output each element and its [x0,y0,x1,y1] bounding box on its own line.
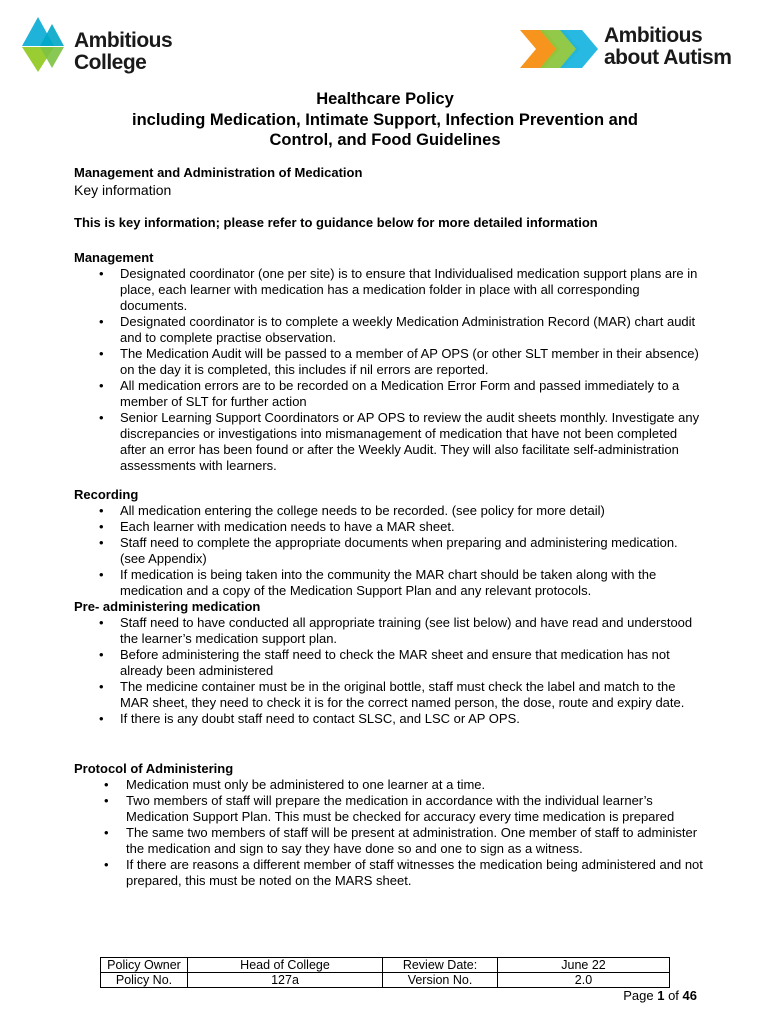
list-item: • Medication must only be administered to one learner at a time. [74,777,704,793]
list-item: • All medication entering the college needs to be recorded. (see policy for more detail) [74,503,704,519]
review-date-value: June 22 [498,958,670,973]
recording-list [74,503,704,599]
page-total: 46 [682,988,697,1003]
key-information-label: Key information [74,182,172,198]
policy-info-table [100,957,670,988]
list-item: • If there are reasons a different member of staff witnesses the medication being administered and not prepared, this must be noted on the MARS sheet. [74,857,704,889]
list-item: • Senior Learning Support Coordinators or AP OPS to review the audit sheets monthly. Investigate any discrepancies or investigations into mismanagement of medication that have not been completed after an error has been found or after the Weekly Audit. They will also facilitate self-administration assessments with learners. [74,410,704,474]
logo-right-line2: about Autism [604,46,732,69]
version-value: 2.0 [498,973,670,988]
policy-no-label: Policy No. [101,973,188,988]
logo-left-line1: Ambitious [74,29,173,52]
list-item: • The same two members of staff will be present at administration. One member of staff to administer the medication and sign to say they have done so and one to sign as a witness. [74,825,704,857]
ambitious-about-autism-logo [520,26,760,76]
protocol-section [74,761,704,889]
logo-left-line2: College [74,51,147,74]
pre-administering-heading: Pre- administering medication [74,599,261,614]
management-heading: Management [74,250,154,265]
college-logo-mark [22,16,74,74]
page-of: of [668,988,679,1003]
ambitious-college-logo [22,16,192,76]
list-item: • Staff need to complete the appropriate documents when preparing and administering medication. (see Appendix) [74,535,704,567]
key-info-note: This is key information; please refer to guidance below for more detailed information [74,215,598,230]
title-line-2: including Medication, Intimate Support, Infection Prevention and [131,110,639,129]
recording-heading: Recording [74,487,139,502]
list-item: • Before administering the staff need to check the MAR sheet and ensure that medication has not already been administered [74,647,704,679]
protocol-heading: Protocol of Administering [74,761,234,776]
protocol-list [74,777,704,889]
key-info-note-block [74,215,704,231]
list-item: • If medication is being taken into the community the MAR chart should be taken along with the medication and a copy of the Medication Support Plan and any relevant protocols. [74,567,704,599]
page-number [623,988,697,1003]
document-title [60,89,710,151]
list-item: • All medication errors are to be recorded on a Medication Error Form and passed immediately to a member of SLT for further action [74,378,704,410]
list-item: • Designated coordinator is to complete a weekly Medication Administration Record (MAR) chart audit and to complete practise observation. [74,314,704,346]
logo-right-line1: Ambitious [604,24,703,47]
autism-logo-mark [520,26,602,72]
policy-owner-label: Policy Owner [101,958,188,973]
title-line-3: Control, and Food Guidelines [269,131,501,149]
list-item: • If there is any doubt staff need to contact SLSC, and LSC or AP OPS. [74,711,704,727]
page-prefix: Page [623,988,654,1003]
page-current: 1 [657,988,665,1003]
recording-section [74,487,704,727]
list-item: • Each learner with medication needs to have a MAR sheet. [74,519,704,535]
table-row [101,973,670,988]
title-line-1: Healthcare Policy [316,90,454,108]
policy-owner-value: Head of College [188,958,383,973]
table-row [101,958,670,973]
list-item: • The medicine container must be in the original bottle, staff must check the label and match to the MAR sheet, they need to check it is for the correct named person, the dose, route and expiry date. [74,679,704,711]
management-list [74,266,704,474]
intro-section [74,165,704,199]
list-item: • Designated coordinator (one per site) is to ensure that Individualised medication support plans are in place, each learner with medication has a medication folder in place with all corresponding documents. [74,266,704,314]
review-date-label: Review Date: [383,958,498,973]
pre-administering-list [74,615,704,727]
policy-no-value: 127a [188,973,383,988]
section-heading: Management and Administration of Medication [74,165,363,180]
version-label: Version No. [383,973,498,988]
management-section [74,250,704,474]
list-item: • Two members of staff will prepare the medication in accordance with the individual learner’s Medication Support Plan. This must be checked for accuracy every time medication is prepared [74,793,704,825]
list-item: • Staff need to have conducted all appropriate training (see list below) and have read and understood the learner’s medication support plan. [74,615,704,647]
list-item: • The Medication Audit will be passed to a member of AP OPS (or other SLT member in their absence) on the day it is completed, this includes if nil errors are reported. [74,346,704,378]
